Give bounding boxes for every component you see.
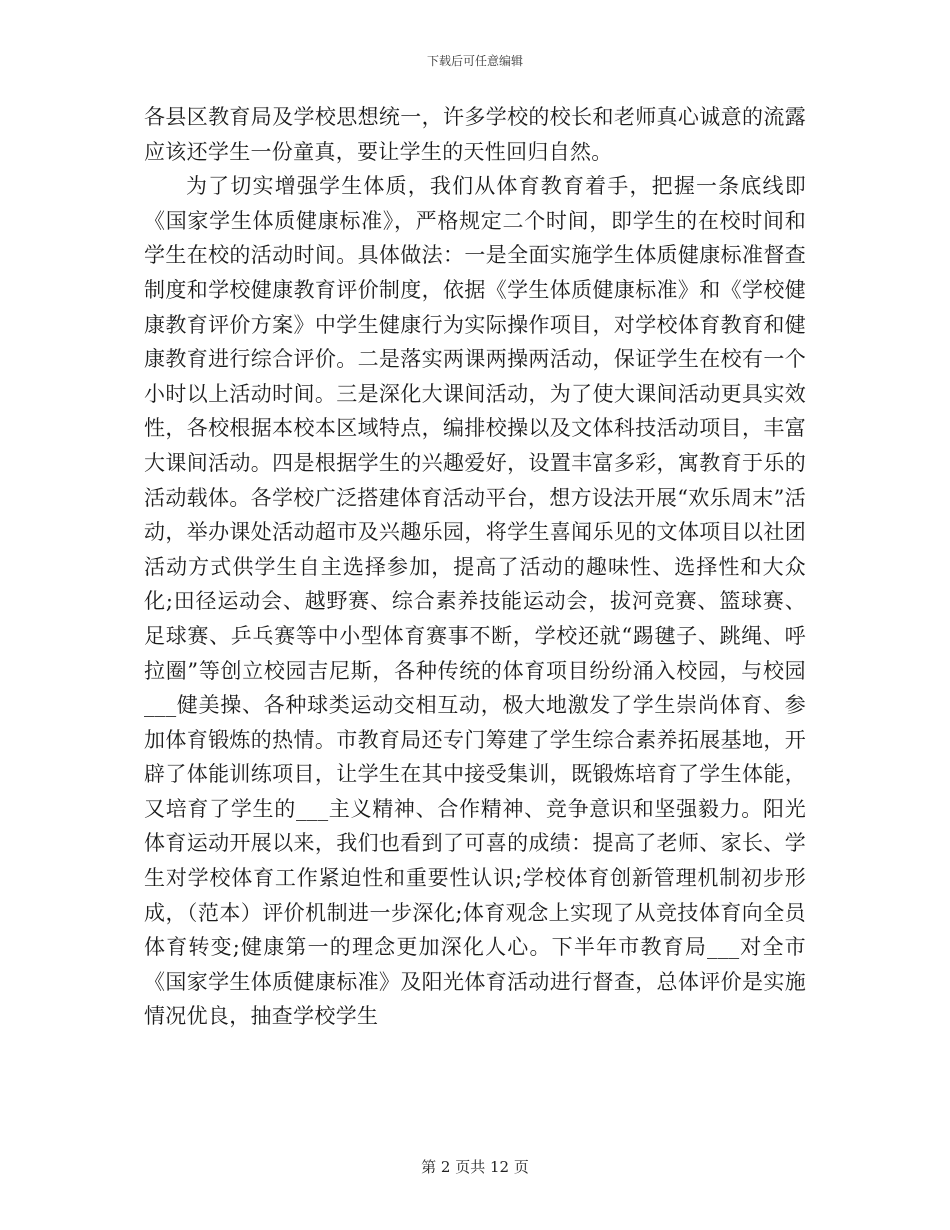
paragraph-2: 为了切实增强学生体质，我们从体育教育着手，把握一条底线即《国家学生体质健康标准》，严格规定二个时间，即学生的在校时间和学生在校的活动时间。具体做法：一是全面实施学生体质健康标准督查制度和学校健康教育评价制度，依据《学生体质健康标准》和《学校健康教育评价方案》中学生健康行为实际操作项目，对学校体育教育和健康教育进行综合评价。二是落实两课两操两活动，保证学生在校有一个小时以上活动时间。三是深化大课间活动，为了使大课间活动更具实效性，各校根据本校本区域特点，编排校操以及文体科技活动项目，丰富大课间活动。四是根据学生的兴趣爱好，设置丰富多彩，寓教育于乐的活动载体。各学校广泛搭建体育活动平台，想方设法开展“欢乐周末”活动，举办课处活动超市及兴趣乐园，将学生喜闻乐见的文体项目以社团活动方式供学生自主选择参加，提高了活动的趣味性、选择性和大众化;田径运动会、越野赛、综合素养技能运动会，拔河竞赛、篮球赛、足球赛、乒乓赛等中小型体育赛事不断，学校还就“踢毽子、跳绳、呼拉圈”等创立校园吉尼斯，各种传统的体育项目纷纷涌入校园，与校园___健美操、各种球类运动交相互动，极大地激发了学生崇尚体育、参加体育锻炼的热情。市教育局还专门筹建了学生综合素养拓展基地，开辟了体能训练项目，让学生在其中接受集训，既锻炼培育了学生体能，又培育了学生的___主义精神、合作精神、竞争意识和坚强毅力。阳光体育运动开展以来，我们也看到了可喜的成绩：提高了老师、家长、学生对学校体育工作紧迫性和重要性认识;学校体育创新管理机制初步形成，（范本）评价机制进一步深化;体育观念上实现了从竞技体育向全员体育转变;健康第一的理念更加深化人心。下半年市教育局___对全市《国家学生体质健康标准》及阳光体育活动进行督查，总体评价是实施情况优良，抽查学校学生: [144, 174, 806, 1029]
document-body: [144, 100, 806, 1034]
paragraph-1: 各县区教育局及学校思想统一，许多学校的校长和老师真心诚意的流露应该还学生一份童真，要让学生的天性回归自然。: [144, 105, 806, 164]
page-header: 下载后可任意编辑: [426, 54, 523, 68]
page-footer: 第 2 页共 12 页: [421, 1158, 529, 1176]
